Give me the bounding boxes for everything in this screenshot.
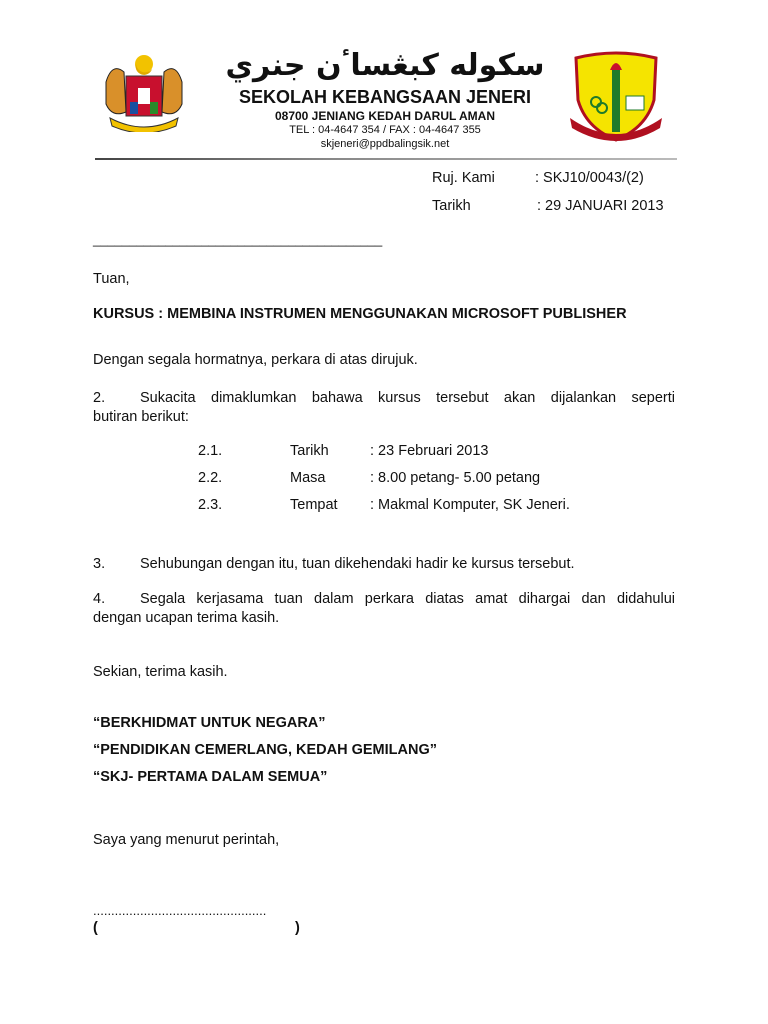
detail-value: : 23 Februari 2013 — [370, 443, 489, 459]
malaysia-coat-of-arms-logo — [100, 52, 188, 132]
school-name: SEKOLAH KEBANGSAAN JENERI — [238, 87, 532, 107]
paragraph-1: Dengan segala hormatnya, perkara di atas dirujuk. — [93, 352, 418, 368]
paragraph-2-number: 2. — [93, 390, 106, 406]
sign-off: Saya yang menurut perintah, — [93, 832, 280, 848]
paragraph-2-text: Sukacita dimaklumkan bahawa kursus tersebut akan dijalankan seperti — [140, 390, 675, 406]
ref-value: : SKJ10/0043/(2) — [535, 170, 644, 186]
paragraph-4-text: Segala kerjasama tuan dalam perkara diatas amat dihargai dan didahului — [140, 591, 675, 607]
salutation: Tuan, — [93, 271, 130, 287]
paragraph-3-number: 3. — [93, 556, 106, 572]
signature-line: ................................................ — [93, 903, 267, 918]
detail-number: 2.1. — [198, 443, 223, 459]
detail-label: Tarikh — [290, 443, 329, 459]
date-label: Tarikh — [432, 198, 471, 214]
date-value: : 29 JANUARI 2013 — [537, 198, 664, 214]
paragraph-4-text-cont: dengan ucapan terima kasih. — [93, 610, 280, 626]
recipient-line: ________________________________________ — [93, 232, 383, 247]
motto: “PENDIDIKAN CEMERLANG, KEDAH GEMILANG” — [93, 742, 437, 758]
detail-label: Tempat — [290, 497, 338, 513]
motto: “SKJ- PERTAMA DALAM SEMUA” — [93, 769, 328, 785]
paragraph-3-text: Sehubungan dengan itu, tuan dikehendaki hadir ke kursus tersebut. — [140, 556, 575, 572]
paragraph-2-text-cont: butiran berikut: — [93, 409, 189, 425]
school-address: 08700 JENIANG KEDAH DARUL AMAN — [274, 109, 496, 123]
school-email: skjeneri@ppdbalingsik.net — [320, 138, 450, 150]
detail-number: 2.2. — [198, 470, 223, 486]
motto: “BERKHIDMAT UNTUK NEGARA” — [93, 715, 326, 731]
detail-number: 2.3. — [198, 497, 223, 513]
closing: Sekian, terima kasih. — [93, 664, 228, 680]
school-crest-logo — [566, 50, 666, 145]
detail-label: Masa — [290, 470, 326, 486]
school-contact: TEL : 04-4647 354 / FAX : 04-4647 355 — [289, 124, 481, 136]
name-close-bracket: ) — [295, 920, 300, 936]
subject: KURSUS : MEMBINA INSTRUMEN MENGGUNAKAN MICROSOFT PUBLISHER — [93, 306, 627, 322]
paragraph-4-number: 4. — [93, 591, 106, 607]
letterhead-divider — [95, 158, 677, 160]
ref-label: Ruj. Kami — [432, 170, 495, 186]
detail-value: : Makmal Komputer, SK Jeneri. — [370, 497, 570, 513]
name-open-bracket: ( — [93, 920, 98, 936]
jawi-school-name: سکوله کبڠساٴن جنري — [225, 48, 545, 83]
detail-value: : 8.00 petang- 5.00 petang — [370, 470, 541, 486]
